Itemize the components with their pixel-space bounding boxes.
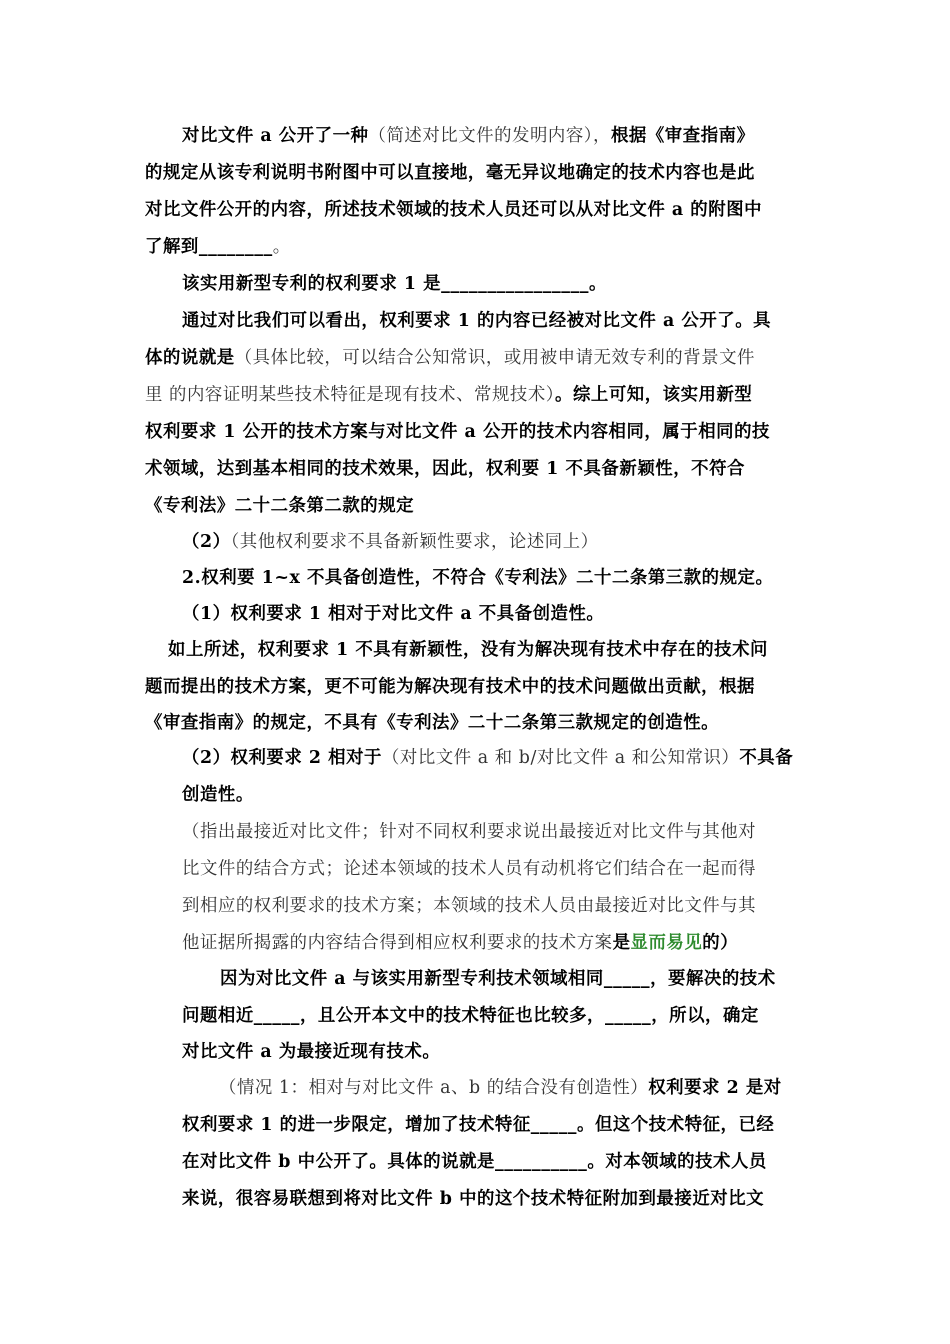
p11-line3: 在对比文件 b 中公开了。具体的说就是__________。对本领域的技术人员 [182,1152,767,1172]
text-span: 根据《审查指南》 [610,126,755,146]
text-span: 的） [702,933,739,953]
p10-line2: 问题相近_____，且公开本文中的技术特征也比较多，_____，所以，确定 [182,1006,759,1026]
p9-line2: 比文件的结合方式；论述本领域的技术人员有动机将它们结合在一起而得 [182,859,757,879]
text-span: 不具备 [739,748,794,768]
p3-line2 [145,346,755,370]
text-span: （2） [182,532,231,552]
p8-line2: 创造性。 [182,785,254,805]
p7-line2: 题而提出的技术方案，更不可能为解决现有技术中的技术问题做出贡献，根据 [145,677,755,697]
note-span: （具体比较，可以结合公知常识，或用被申请无效专利的背景文件 [234,348,755,368]
note-span: （情况 1：相对与对比文件 a、b 的结合没有创造性） [219,1078,649,1098]
text-span: 权利要求 2 是对 [648,1078,782,1098]
p4-line1 [182,530,599,554]
note-span: （对比文件 a 和 b/对比文件 a 和公知常识） [381,748,740,768]
note-span: （其他权利要求不具备新颖性要求，论述同上） [230,532,599,552]
p1-line3: 对比文件公开的内容，所述技术领域的技术人员还可以从对比文件 a 的附图中 [145,200,763,220]
p10-line3: 对比文件 a 为最接近现有技术。 [182,1042,441,1062]
p2-line1: 该实用新型专利的权利要求 1 是________________。 [182,274,607,294]
p3-line1: 通过对比我们可以看出，权利要求 1 的内容已经被对比文件 a 公开了。具 [182,311,772,331]
highlight-span: 显而易见 [630,933,703,953]
p9-line1: （指出最接近对比文件；针对不同权利要求说出最接近对比文件与其他对 [182,822,757,842]
p11-line4: 来说，很容易联想到将对比文件 b 中的这个技术特征附加到最接近对比文 [182,1189,765,1209]
note-span: 他证据所揭露的内容结合得到相应权利要求的技术方案 [182,933,613,953]
p11-line1 [219,1076,782,1100]
text-span: 。综上可知，该实用新型 [555,385,753,405]
p3-line4: 权利要求 1 公开的技术方案与对比文件 a 公开的技术内容相同，属于相同的技 [145,422,770,442]
p10-line1: 因为对比文件 a 与该实用新型专利技术领域相同_____，要解决的技术 [220,969,776,989]
p7-line3: 《审查指南》的规定，不具有《专利法》二十二条第三款规定的创造性。 [145,713,720,733]
p6-line1: （1）权利要求 1 相对于对比文件 a 不具备创造性。 [182,604,605,624]
p7-line1: 如上所述，权利要求 1 不具有新颖性，没有为解决现有技术中存在的技术问 [168,640,768,660]
p9-line4 [182,931,738,955]
text-span: （2）权利要求 2 相对于 [182,748,382,768]
p8-line1 [182,746,793,770]
p1-line4 [145,235,291,259]
text-span: 体的说就是 [145,348,235,368]
note-span: 里 的内容证明某些技术特征是现有技术、常规技术） [145,385,556,405]
p5-line1: 2.权利要 1~x 不具备创造性，不符合《专利法》二十二条第三款的规定。 [182,568,774,588]
p3-line5: 术领域，达到基本相同的技术效果，因此，权利要 1 不具备新颖性，不符合 [145,459,745,479]
p3-line3 [145,383,752,407]
p9-line3: 到相应的权利要求的技术方案；本领域的技术人员由最接近对比文件与其 [182,896,757,916]
p3-line6: 《专利法》二十二条第二款的规定 [145,496,415,516]
text-span: 对比文件 a 公开了一种 [182,126,369,146]
text-span: 是 [612,933,631,953]
text-span: 了解到________ [145,237,273,257]
p1-line2: 的规定从该专利说明书附图中可以直接地，毫无异议地确定的技术内容也是此 [145,163,755,183]
p1-line1 [182,124,755,148]
p11-line2: 权利要求 1 的进一步限定，增加了技术特征_____。但这个技术特征，已经 [182,1115,775,1135]
note-span: （简述对比文件的发明内容）， [368,126,611,146]
note-span: 。 [272,237,291,257]
